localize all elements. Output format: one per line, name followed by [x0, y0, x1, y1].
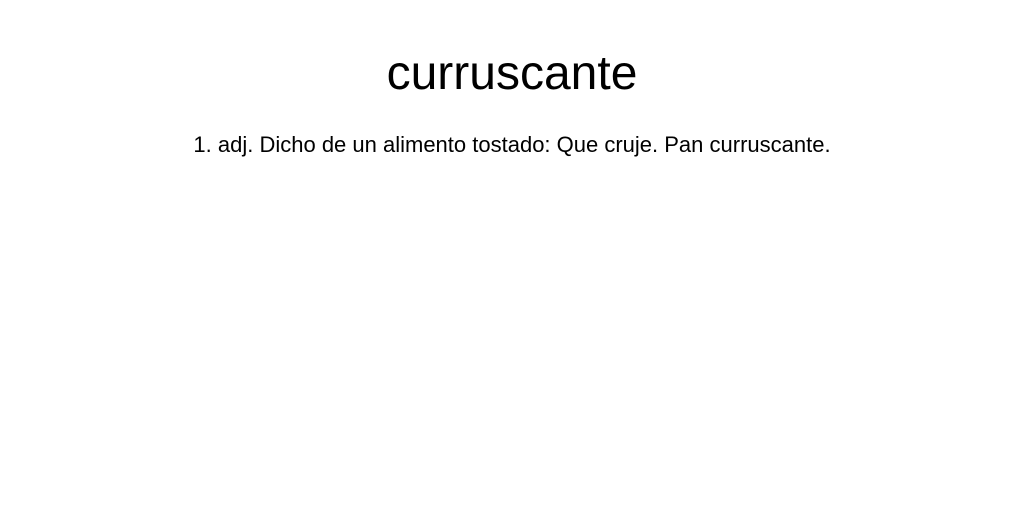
- definition-text: 1. adj. Dicho de un alimento tostado: Que cruje. Pan curruscante.: [193, 132, 831, 157]
- headword-title: curruscante: [386, 47, 638, 100]
